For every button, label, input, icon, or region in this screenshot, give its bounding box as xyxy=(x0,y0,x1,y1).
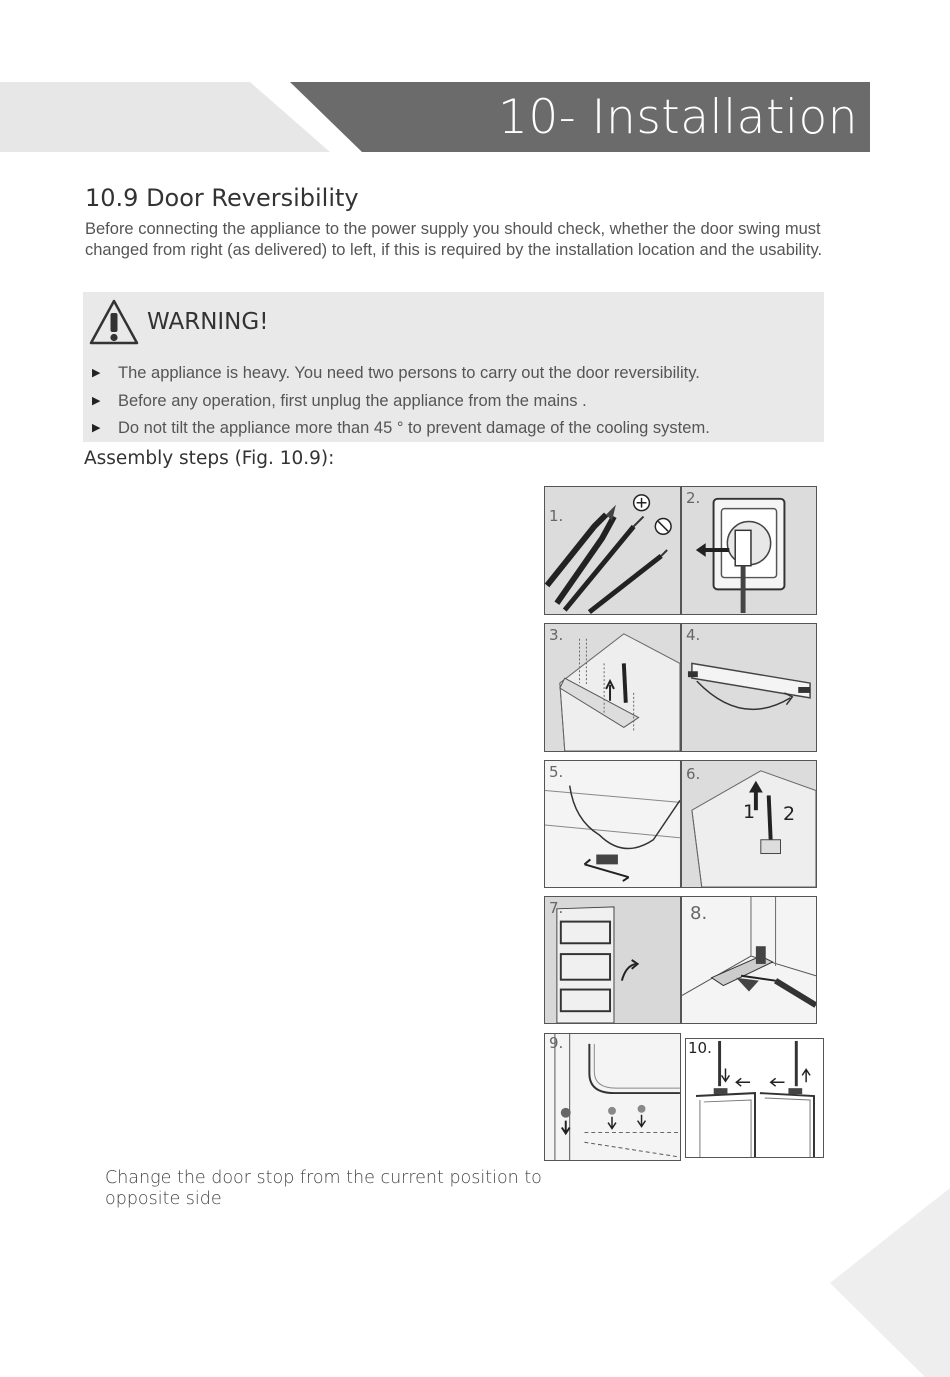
figure-number: 5. xyxy=(549,763,564,781)
figure-6-label-2: 2 xyxy=(783,803,796,825)
figure-10-refit-door xyxy=(685,1038,824,1158)
figure-number: 9. xyxy=(549,1034,564,1052)
section-title: 10.9 Door Reversibility xyxy=(85,184,359,212)
door-removal-icon xyxy=(545,897,680,1023)
power-plug-icon xyxy=(682,487,816,614)
warning-title: WARNING! xyxy=(147,309,269,335)
bullet-icon: ▶ xyxy=(92,422,101,434)
figure-4-hinge-cover xyxy=(681,623,817,752)
warning-box xyxy=(83,292,824,442)
figure-number: 8. xyxy=(690,903,708,924)
assembly-steps-title: Assembly steps (Fig. 10.9): xyxy=(84,448,335,469)
figure-8-bottom-hinge xyxy=(681,896,817,1024)
figure-5-cable xyxy=(544,760,681,888)
warning-item-text: The appliance is heavy. You need two persons to carry out the door reversibility. xyxy=(118,364,700,382)
figure-number: 7. xyxy=(549,899,564,917)
figure-7-remove-door xyxy=(544,896,681,1024)
page-corner-decoration xyxy=(830,1188,950,1377)
figure-6-label-1: 1 xyxy=(743,801,756,823)
warning-item-text: Before any operation, first unplug the appliance from the mains . xyxy=(118,391,587,410)
tools-illustration-icon xyxy=(545,487,680,614)
figure-3-remove-hinge-cover xyxy=(544,623,681,752)
door-stop-icon xyxy=(545,1034,680,1160)
warning-item-text: Do not tilt the appliance more than 45 ° to prevent damage of the cooling system. xyxy=(118,419,710,437)
figure-2-unplug xyxy=(681,486,817,615)
figure-number: 10. xyxy=(688,1039,712,1057)
figure-number: 1. xyxy=(549,507,564,525)
figure-6-top-hinge xyxy=(681,760,817,888)
cable-connector-icon xyxy=(545,761,680,887)
figure-number: 3. xyxy=(549,626,564,644)
list-item xyxy=(91,388,710,416)
bullet-icon: ▶ xyxy=(92,394,101,407)
figure-9-door-stop xyxy=(544,1033,681,1161)
header-light-band xyxy=(0,82,330,152)
figure-caption: Change the door stop from the current position to opposite side xyxy=(105,1168,542,1209)
top-hinge-screwdriver-icon xyxy=(682,761,816,887)
figure-number: 2. xyxy=(686,489,701,507)
figure-number: 6. xyxy=(686,765,701,783)
bullet-icon: ▶ xyxy=(92,367,101,379)
hinge-cover-screws-icon xyxy=(545,624,680,751)
warning-triangle-icon xyxy=(88,298,140,346)
list-item xyxy=(91,415,710,443)
hinge-cover-icon xyxy=(682,624,816,751)
figure-1-tools xyxy=(544,486,681,615)
warning-list xyxy=(91,360,710,443)
list-item xyxy=(91,360,710,388)
section-intro: Before connecting the appliance to the power supply you should check, whether the door swing must changed from right (as delivered) to left, if this is required by the installation location and the usability. xyxy=(85,220,823,259)
page-title: 10- Installation xyxy=(497,90,858,145)
figure-number: 4. xyxy=(686,626,701,644)
